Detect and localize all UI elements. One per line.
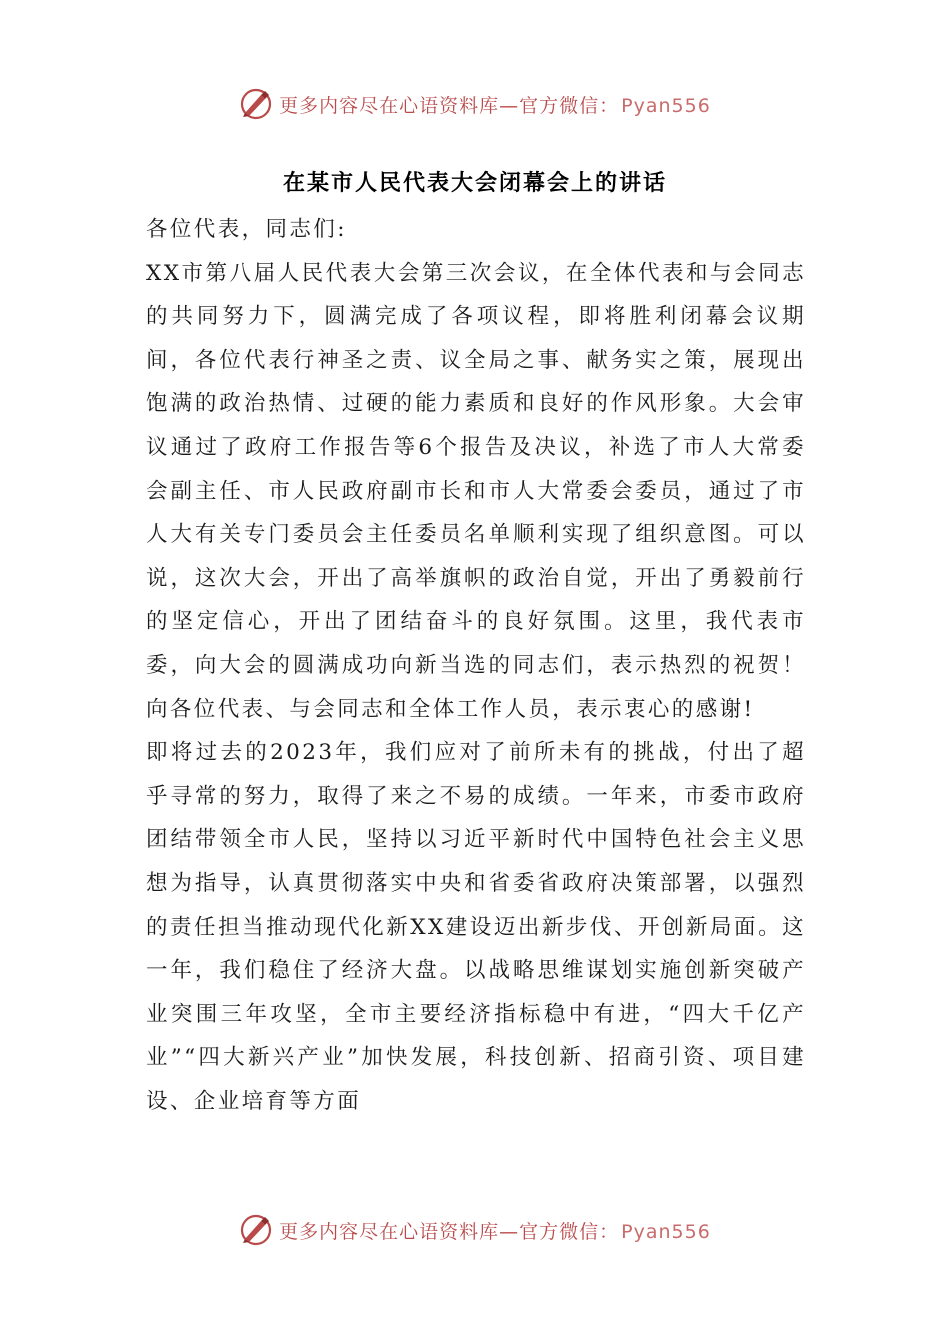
document-body [146, 208, 806, 1123]
watermark-banner-bottom [0, 1208, 950, 1252]
wechat-id: Pyan556 [621, 94, 711, 117]
watermark-text: 更多内容尽在心语资料库—官方微信： Pyan556 [279, 94, 711, 117]
watermark-banner-top [0, 82, 950, 126]
paragraph-2: 即将过去的2023年，我们应对了前所未有的挑战，付出了超乎寻常的努力，取得了来之不易的成绩。一年来，市委市政府团结带领全市人民，坚持以习近平新时代中国特色社会主义思想为指导，认真贯彻落实中央和省委省政府决策部署，以强烈的责任担当推动现代化新XX建设迈出新步伐、开创新局面。这一年，我们稳住了经济大盘。以战略思维谋划实施创新突破产业突围三年攻坚，全市主要经济指标稳中有进，“四大千亿产业”“四大新兴产业”加快发展，科技创新、招商引资、项目建设、企业培育等方面 [146, 740, 806, 1114]
wechat-id: Pyan556 [621, 1220, 711, 1243]
pen-logo-icon [239, 87, 273, 121]
document-title: 在某市人民代表大会闭幕会上的讲话 [282, 170, 667, 196]
pen-logo-icon [239, 1213, 273, 1247]
paragraph-1: XX市第八届人民代表大会第三次会议，在全体代表和与会同志的共同努力下，圆满完成了各项议程，即将胜利闭幕会议期间，各位代表行神圣之责、议全局之事、献务实之策，展现出饱满的政治热情、过硬的能力素质和良好的作风形象。大会审议通过了政府工作报告等6个报告及决议，补选了市人大常委会副主任、市人民政府副市长和市人大常委会委员，通过了市人大有关专门委员会主任委员名单顺利实现了组织意图。可以说，这次大会，开出了高举旗帜的政治自觉，开出了勇毅前行的坚定信心，开出了团结奋斗的良好氛围。这里，我代表市委，向大会的圆满成功向新当选的同志们，表示热烈的祝贺！向各位代表、与会同志和全体工作人员，表示衷心的感谢! [146, 260, 806, 722]
greeting: 各位代表，同志们: [146, 217, 347, 242]
watermark-text: 更多内容尽在心语资料库—官方微信： Pyan556 [279, 1220, 711, 1243]
